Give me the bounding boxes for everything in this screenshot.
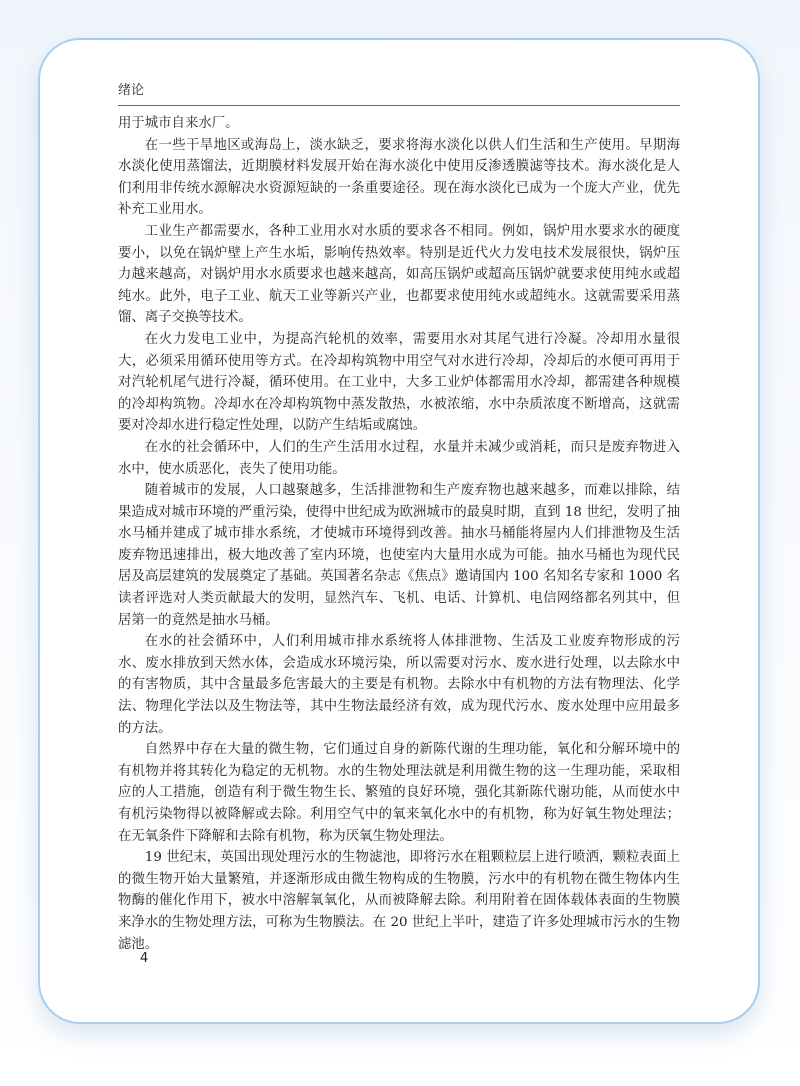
paragraph: 自然界中存在大量的微生物，它们通过自身的新陈代谢的生理功能，氧化和分解环境中的有机物并将其转化为稳定的无机物。水的生物处理法就是利用微生物的这一生理功能，采取相应的人工措施，创造有利于微生物生长、繁殖的良好环境，强化其新陈代谢功能，从而使水中有机污染物得以被降解或去除。利用空气中的氧来氧化水中的有机物，称为好氧生物处理法；在无氧条件下降解和去除有机物，称为厌氧生物处理法。 bbox=[118, 742, 680, 844]
paragraph: 工业生产都需要水，各种工业用水对水质的要求各不相同。例如，锅炉用水要求水的硬度要小，以免在锅炉壁上产生水垢，影响传热效率。特别是近代火力发电技术发展很快，锅炉压力越来越高，对锅炉用水水质要求也越来越高，如高压锅炉或超高压锅炉就要求使用纯水或超纯水。此外，电子工业、航天工业等新兴产业，也都要求使用纯水或超纯水。这就需要采用蒸馏、离子交换等技术。 bbox=[118, 223, 680, 326]
body-text bbox=[118, 113, 680, 955]
paragraph: 在火力发电工业中，为提高汽轮机的效率，需要用水对其尾气进行冷凝。冷却用水量很大，必须采用循环使用等方式。在冷却构筑物中用空气对水进行冷却，冷却后的水便可再用于对汽轮机尾气进行冷凝，循环使用。在工业中，大多工业炉体都需用水冷却，都需建各种规模的冷却构筑物。冷却水在冷却构筑物中蒸发散热，水被浓缩，水中杂质浓度不断增高，这就需要对冷却水进行稳定性处理，以防产生结垢或腐蚀。 bbox=[118, 331, 680, 434]
paragraph: 在一些干旱地区或海岛上，淡水缺乏，要求将海水淡化以供人们生活和生产使用。早期海水淡化使用蒸馏法，近期膜材料发展开始在海水淡化中使用反渗透膜滤等技术。海水淡化是人们利用非传统水源解决水资源短缺的一条重要途径。现在海水淡化已成为一个庞大产业，优先补充工业用水。 bbox=[118, 137, 680, 218]
page-number: 4 bbox=[140, 951, 149, 966]
paragraph: 在水的社会循环中，人们利用城市排水系统将人体排泄物、生活及工业废弃物形成的污水、废水排放到天然水体，会造成水环境污染，所以需要对污水、废水进行处理，以去除水中的有害物质，其中含量最多危害最大的主要是有机物。去除水中有机物的方法有物理法、化学法、物理化学法以及生物法等，其中生物法最经济有效，成为现代污水、废水处理中应用最多的方法。 bbox=[118, 634, 680, 736]
paragraph: 用于城市自来水厂。 bbox=[118, 116, 239, 131]
running-header: 绪论 bbox=[118, 82, 680, 106]
paragraph: 在水的社会循环中，人们的生产生活用水过程，水量并未减少或消耗，而只是废弃物进入水中，使水质恶化，丧失了使用功能。 bbox=[118, 439, 680, 477]
document-page bbox=[118, 82, 680, 955]
paragraph: 随着城市的发展，人口越聚越多，生活排泄物和生产废弃物也越来越多，而难以排除，结果造成对城市环境的严重污染，使得中世纪成为欧洲城市的最臭时期，直到 18 世纪，发明了抽水马桶并建成了城市排水系统，才使城市环境得到改善。抽水马桶能将屋内人们排泄物及生活废弃物迅速排出，极大地改善了室内环境，也使室内大量用水成为可能。抽水马桶也为现代民居及高层建筑的发展奠定了基础。英国著名杂志《焦点》邀请国内 100 名知名专家和 1000 名读者评选对人类贡献最大的发明，显然汽车、飞机、电话、计算机、电信网络都名列其中，但居第一的竟然是抽水马桶。 bbox=[118, 483, 680, 628]
paragraph: 19 世纪末，英国出现处理污水的生物滤池，即将污水在粗颗粒层上进行喷洒，颗粒表面上的微生物开始大量繁殖，并逐渐形成由微生物构成的生物膜，污水中的有机物在微生物体内生物酶的催化作用下，被水中溶解氧氧化，从而被降解去除。利用附着在固体载体表面的生物膜来净水的生物处理方法，可称为生物膜法。在 20 世纪上半叶，建造了许多处理城市污水的生物滤池。 bbox=[118, 850, 680, 952]
